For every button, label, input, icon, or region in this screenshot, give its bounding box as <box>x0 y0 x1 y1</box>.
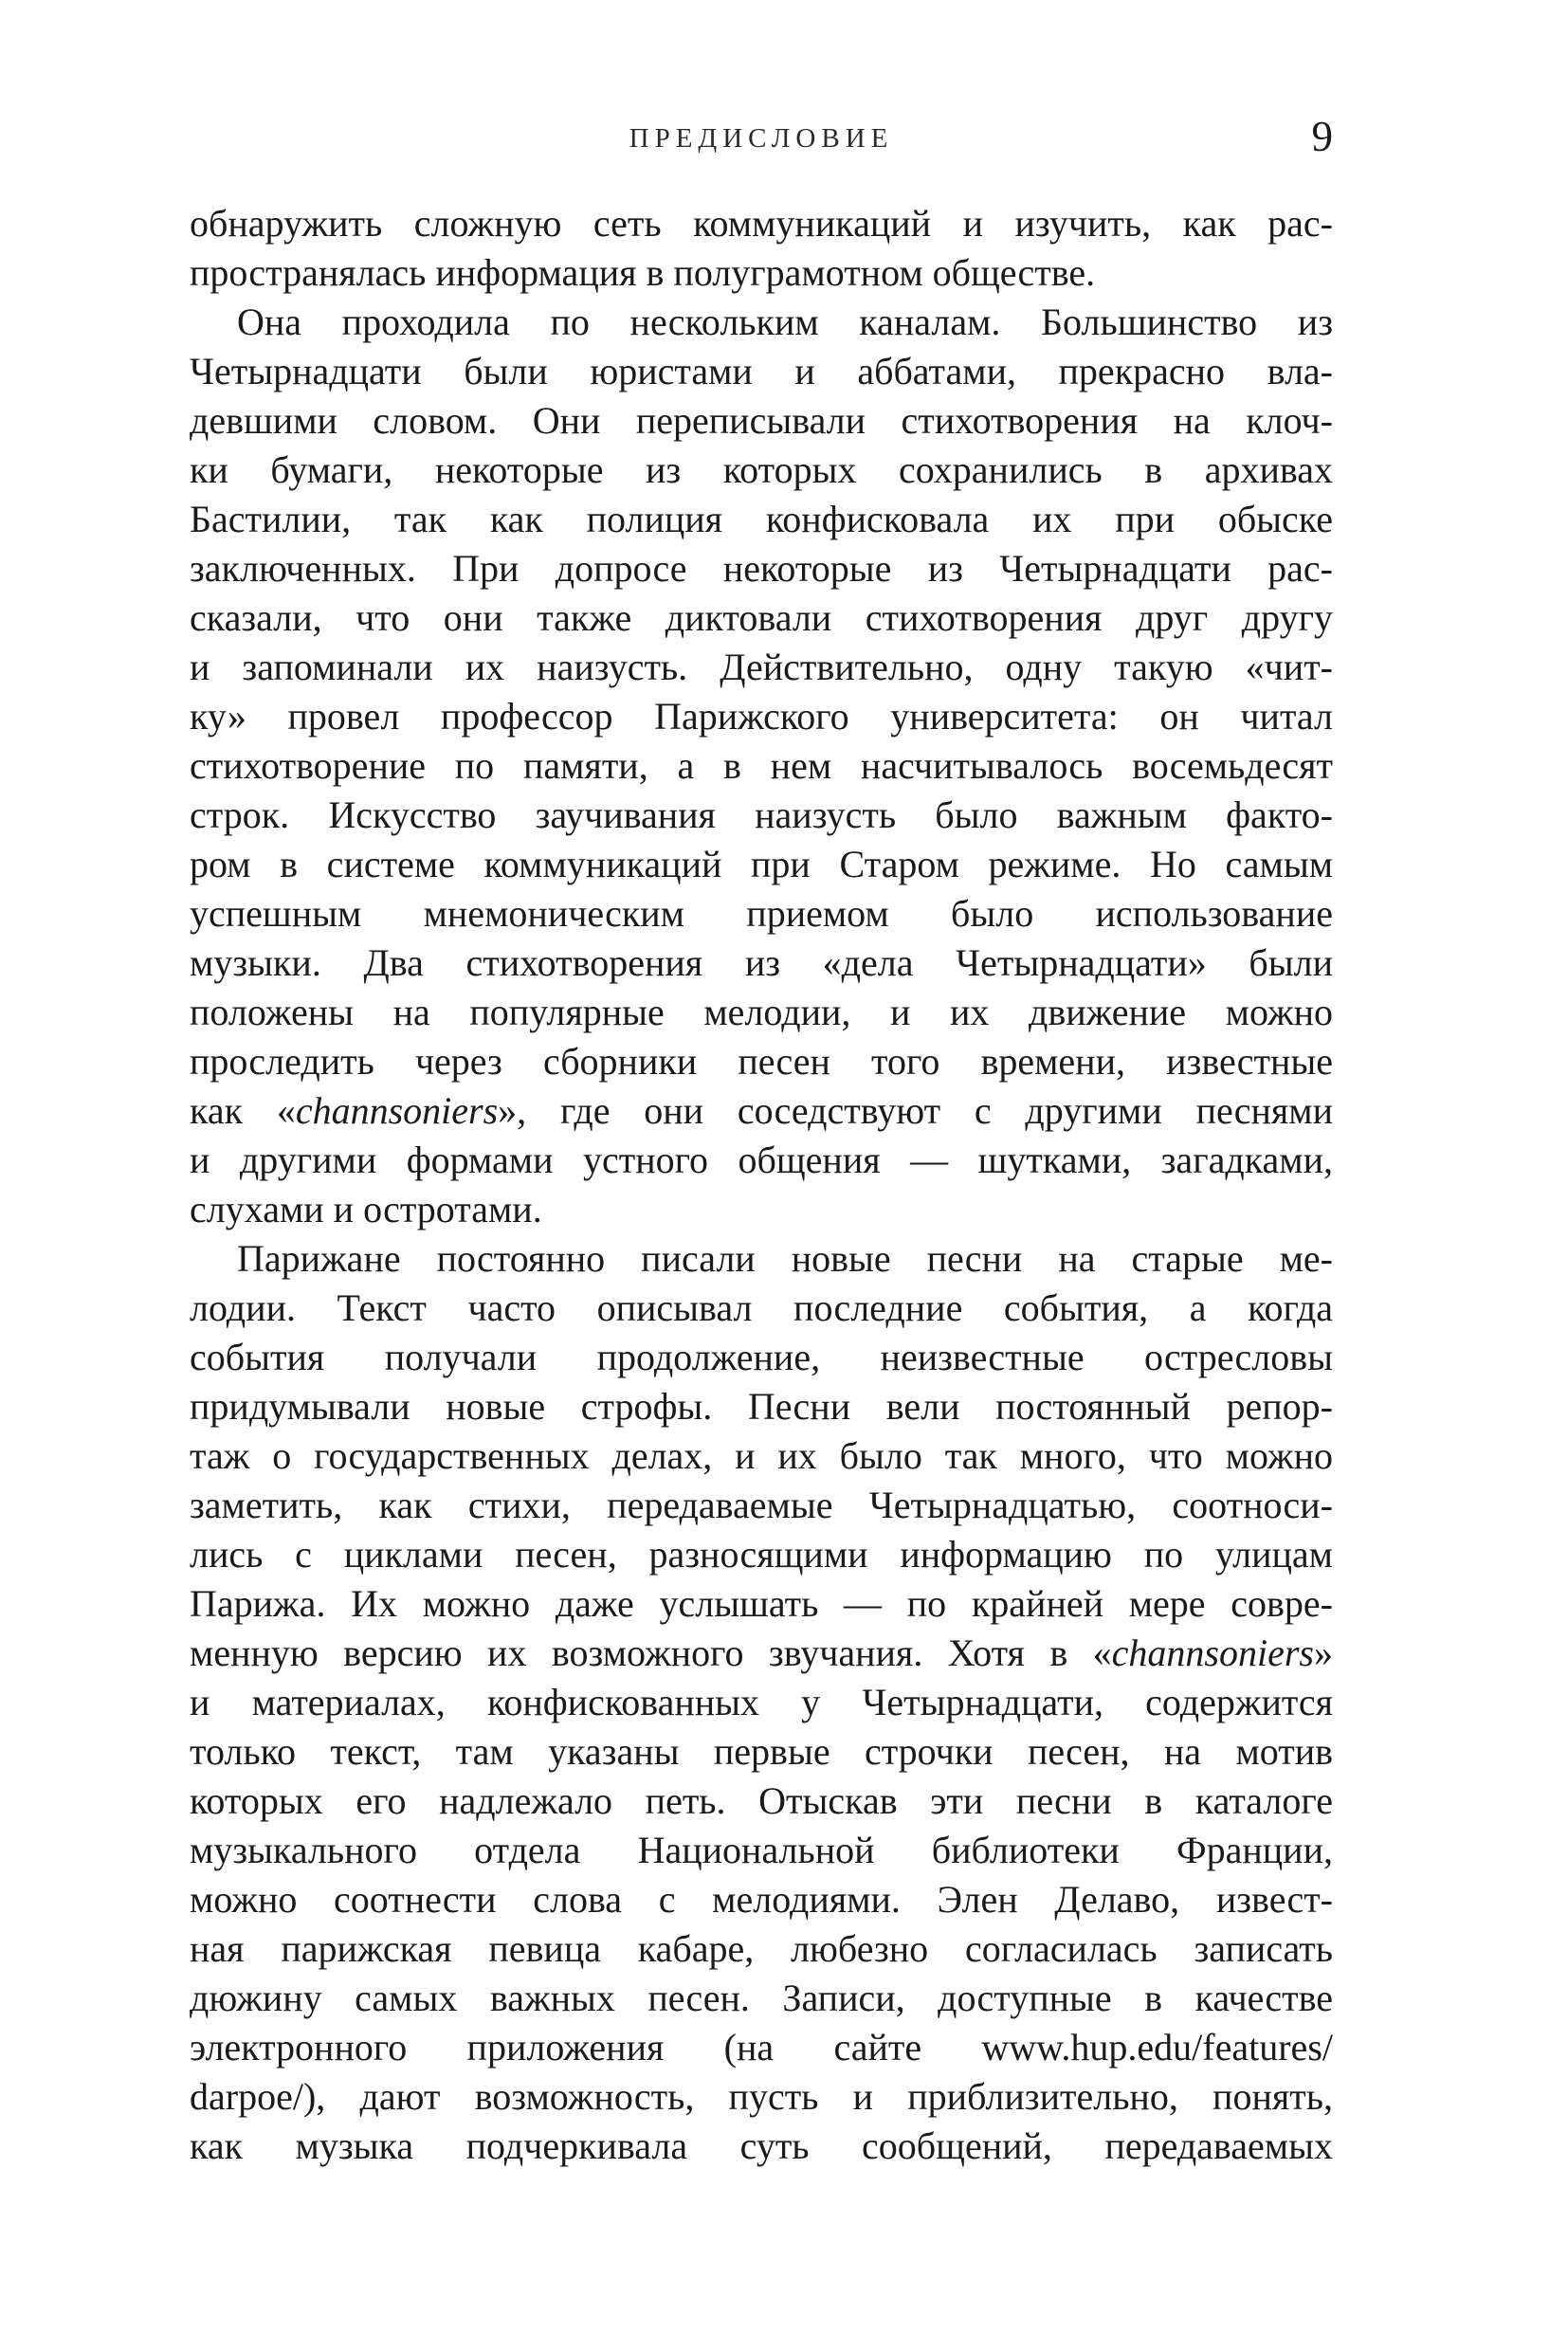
text-line: и другими формами устного общения — шутками, загадками, <box>190 1139 1333 1181</box>
text-line: можно соотнести слова с мелодиями. Элен Делаво, извест- <box>190 1878 1333 1921</box>
text-line: Бастилии, так как полиция конфисковала их при обыске <box>190 498 1333 540</box>
text-line: девшими словом. Они переписывали стихотворения на клоч- <box>190 399 1333 442</box>
text-line: таж о государственных делах, и их было так много, что можно <box>190 1434 1333 1477</box>
text-line: сказали, что они также диктовали стихотворения друг другу <box>190 596 1333 639</box>
text-line: строк. Искусство заучивания наизусть было важным факто- <box>190 793 1333 836</box>
body-text <box>190 199 1333 2171</box>
text-line: и материалах, конфискованных у Четырнадцати, содержится <box>190 1681 1333 1723</box>
text-line: ки бумаги, некоторые из которых сохранились в архивах <box>190 448 1333 491</box>
text-line: лодии. Текст часто описывал последние события, а когда <box>190 1286 1333 1329</box>
text-line: события получали продолжение, неизвестные остресловы <box>190 1336 1333 1378</box>
text-line: музыкального отдела Национальной библиотеки Франции, <box>190 1829 1333 1871</box>
text-line: ку» провел профессор Парижского университета: он читал <box>190 695 1333 738</box>
text-line: лись с циклами песен, разносящими информацию по улицам <box>190 1533 1333 1576</box>
text-line: и запоминали их наизусть. Действительно, одну такую «чит- <box>190 646 1333 688</box>
text-line: ром в системе коммуникаций при Старом режиме. Но самым <box>190 843 1333 885</box>
text-line: заключенных. При допросе некоторые из Четырнадцати рас- <box>190 547 1333 590</box>
text-line: заметить, как стихи, передаваемые Четырнадцатью, соотноси- <box>190 1484 1333 1526</box>
text-line: darpoe/), дают возможность, пусть и приблизительно, понять, <box>190 2075 1333 2118</box>
text-line: как «channsoniers», где они соседствуют с другими песнями <box>190 1089 1333 1132</box>
text-line: Парижа. Их можно даже услышать — по крайней мере совре- <box>190 1582 1333 1625</box>
text-line: электронного приложения (на сайте www.hup.edu/features/ <box>190 2026 1333 2069</box>
text-line: положены на популярные мелодии, и их движение можно <box>190 991 1333 1033</box>
text-line: как музыка подчеркивала суть сообщений, передаваемых <box>190 2124 1333 2167</box>
text-line: Она проходила по нескольким каналам. Большинство из <box>237 301 1333 343</box>
text-line: слухами и остротами. <box>190 1188 542 1230</box>
running-title: ПРЕДИСЛОВИЕ <box>629 123 894 154</box>
running-head <box>190 112 1333 169</box>
text-line: которых его надлежало петь. Отыскав эти песни в каталоге <box>190 1779 1333 1822</box>
text-line: Четырнадцати были юристами и аббатами, прекрасно вла- <box>190 350 1333 392</box>
page-number: 9 <box>1311 113 1333 160</box>
text-line: пространялась информация в полуграмотном обществе. <box>190 251 1096 294</box>
text-line: Парижане постоянно писали новые песни на старые ме- <box>237 1237 1333 1280</box>
text-line: стихотворение по памяти, а в нем насчитывалось восемьдесят <box>190 744 1333 787</box>
text-line: проследить через сборники песен того времени, известные <box>190 1040 1333 1083</box>
text-line: дюжину самых важных песен. Записи, доступные в качестве <box>190 1977 1333 2019</box>
text-line: менную версию их возможного звучания. Хотя в «channsoniers» <box>190 1631 1333 1674</box>
text-line: успешным мнемоническим приемом было использование <box>190 892 1333 935</box>
text-line: придумывали новые строфы. Песни вели постоянный репор- <box>190 1385 1333 1428</box>
text-line: только текст, там указаны первые строчки песен, на мотив <box>190 1730 1333 1773</box>
text-line: обнаружить сложную сеть коммуникаций и изучить, как рас- <box>190 202 1333 245</box>
text-line: музыки. Два стихотворения из «дела Четырнадцати» были <box>190 941 1333 984</box>
text-line: ная парижская певица кабаре, любезно согласилась записать <box>190 1927 1333 1970</box>
